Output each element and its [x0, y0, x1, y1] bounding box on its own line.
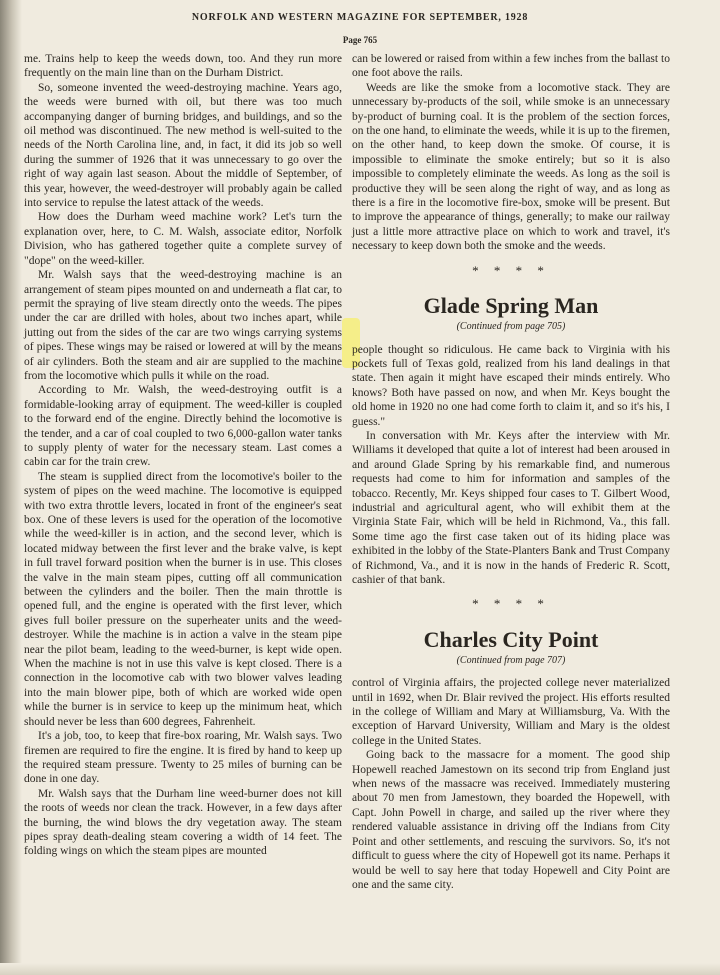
paragraph: The steam is supplied direct from the locomotive's boiler to the system of pipes on the weed machine. The locomotive is equipped with two extra throttle levers, located in front of the engineer's seat box. One of these levers is used for the operation of the locomotive while the weed-killer is in action, and the second lever, which is located midway between the first lever and the brake valve, is kept in full travel forward position when the burner is in use. This closes the valve in the main steam pipes, cutting off all communication between the cylinders and the boiler. Then the main throttle is opened full, and the engine is operated with the first lever, which gives full boiler pressure on the superheater units and the weed-destroyer. While the machine is in action a valve in the steam pipe near the pilot beam, leading to the weed-burner, is kept wide open. When the machine is not in use this valve is kept closed. There is a connection in the locomotive cab with two blower valves leading into the main blower pipe, both of which are worked wide open while the burner is in service to keep up the minimum heat, which should never be less than 600 degrees, Fahrenheit.: [24, 470, 342, 728]
article-heading-charles-city: Charles City Point: [423, 626, 599, 652]
paragraph: Weeds are like the smoke from a locomotive stack. They are unnecessary by-products of the soil, while smoke is an unnecessary by-product of burning coal. It is the problem of the section forces, on the one hand, to eliminate the weeds, while it is up to the firemen, on the other hand, to keep down the smoke. Of course, it is impossible to eliminate the smoke entirely; but so it is also impossible to completely eliminate the weeds. As long as the soil is productive they will be seen along the right of way, and as long as there is a fire in the locomotive fire-box, smoke will be present. But to improve the appearance of things, generally; to make our railway just a little more attractive place on which to work and travel, it's necessary to keep down both the smoke and the weeds.: [352, 81, 670, 253]
section-separator: * * * *: [472, 596, 550, 612]
page-number: Page 765: [342, 35, 378, 45]
paragraph: According to Mr. Walsh, the weed-destroying outfit is a formidable-looking array of equipment. The weed-killer is coupled to the forward end of the engine. Directly behind the locomotive is the tender, and a car of coal coupled to two 6,000-gallon water tanks to supply plenty of water for the necessary steam. Last comes a cabin car for the train crew.: [24, 384, 342, 469]
paragraph: can be lowered or raised from within a few inches from the ballast to one foot above the rails.: [352, 53, 670, 80]
right-column: [352, 52, 670, 892]
paragraph: Mr. Walsh says that the Durham line weed-burner does not kill the roots of weeds nor clean the track. However, in a few days after the burning, the wind blows the dry vegetation away. The steam pipes spray death-dealing steam covering a width of 14 feet. The folding wings on which the steam pipes are mounted: [24, 787, 342, 858]
magazine-header: NORFOLK AND WESTERN MAGAZINE FOR SEPTEMBER, 1928: [191, 12, 529, 23]
continued-note: (Continued from page 705): [456, 321, 566, 333]
paragraph: people thought so ridiculous. He came back to Virginia with his pockets full of Texas gold, realized from his land dealings in that state. Then again it might have escaped their minds entirely. Who knows? Both have passed on now, and when Mr. Keys bought the old home in 1920 no one had come forth to claim it, and so it's his, I guess.": [352, 343, 670, 428]
paragraph: It's a job, too, to keep that fire-box roaring, Mr. Walsh says. Two firemen are required to fire the engine. It is fired by hand to keep up the required steam pressure. Twenty to 25 miles of burning can be done in one day.: [24, 730, 342, 786]
article-heading-glade-spring: Glade Spring Man: [423, 293, 599, 319]
paragraph: me. Trains help to keep the weeds down, too. And they run more frequently on the main line than on the Durham District.: [24, 53, 342, 80]
paragraph: Mr. Walsh says that the weed-destroying machine is an arrangement of steam pipes mounted on and underneath a flat car, to permit the spraying of live steam directly onto the weeds. The pipes under the car are drilled with holes, about two inches apart, while jutting out from the sides of the car are two wings carrying systems of pipes. These wings may be raised or lowered at will by the means of air cylinders. Both the steam and air are supplied to the machine from the locomotive which pulls it while on the road.: [24, 269, 342, 382]
binding-shadow: [0, 0, 22, 975]
continued-note: (Continued from page 707): [456, 654, 566, 666]
paragraph: How does the Durham weed machine work? Let's turn the explanation over, here, to C. M. Walsh, associate editor, Norfolk Division, who has gathered together quite a complete survey of "dope" on the weed-killer.: [24, 211, 342, 267]
paragraph: control of Virginia affairs, the projected college never materialized until in 1692, when Dr. Blair revived the project. His efforts resulted in the college of William and Mary at Williamsburg, Va. With the exception of Harvard University, William and Mary is the oldest college in the United States.: [352, 677, 670, 747]
page-edge: [0, 963, 720, 975]
paragraph: In conversation with Mr. Keys after the interview with Mr. Williams it developed that quite a lot of interest had been aroused in and around Glade Spring by his remarkable find, and numerous requests had come to him for information and samples of the tobacco. Recently, Mr. Keys shipped four cases to T. Gilbert Wood, industrial and agricultural agent, who will exhibit them at the Virginia State Fair, which will be held in Richmond, Va., this fall. Some time ago the first case taken out of its hiding place was exhibited in the lobby of the State-Planters Bank and Trust Company of Richmond, Va., and it is now in the hands of Frederic R. Scott, cashier of that bank.: [352, 429, 670, 586]
paragraph: Going back to the massacre for a moment. The good ship Hopewell reached Jamestown on its second trip from England just when news of the massacre was received. Immediately mustering about 70 men from Jamestown, they boarded the Hopewell, with Capt. John Powell in charge, and sailed up the river where they rendered valuable assistance in driving off the Indians from City Point and other settlements, and rescuing the survivors. So, it's not difficult to guess where the city of Hopewell got its name. Perhaps it would be well to say here that today Hopewell and City Point are one and the same city.: [352, 749, 670, 891]
section-separator: * * * *: [472, 262, 550, 278]
paragraph: So, someone invented the weed-destroying machine. Years ago, the weeds were burned with oil, but there was too much accompanying danger of burning bridges, and buildings, and so the oil method was discontinued. The new method is well-suited to the needs of the North Carolina line, and, in fact, it did its job so well during the summer of 1926 that it was unnecessary to go over the right of way again last season. About the middle of September, of this year, however, the weed-destroyer will probably again be called into service to repulse the latest attack of the weeds.: [24, 81, 342, 210]
left-column: [24, 52, 342, 859]
